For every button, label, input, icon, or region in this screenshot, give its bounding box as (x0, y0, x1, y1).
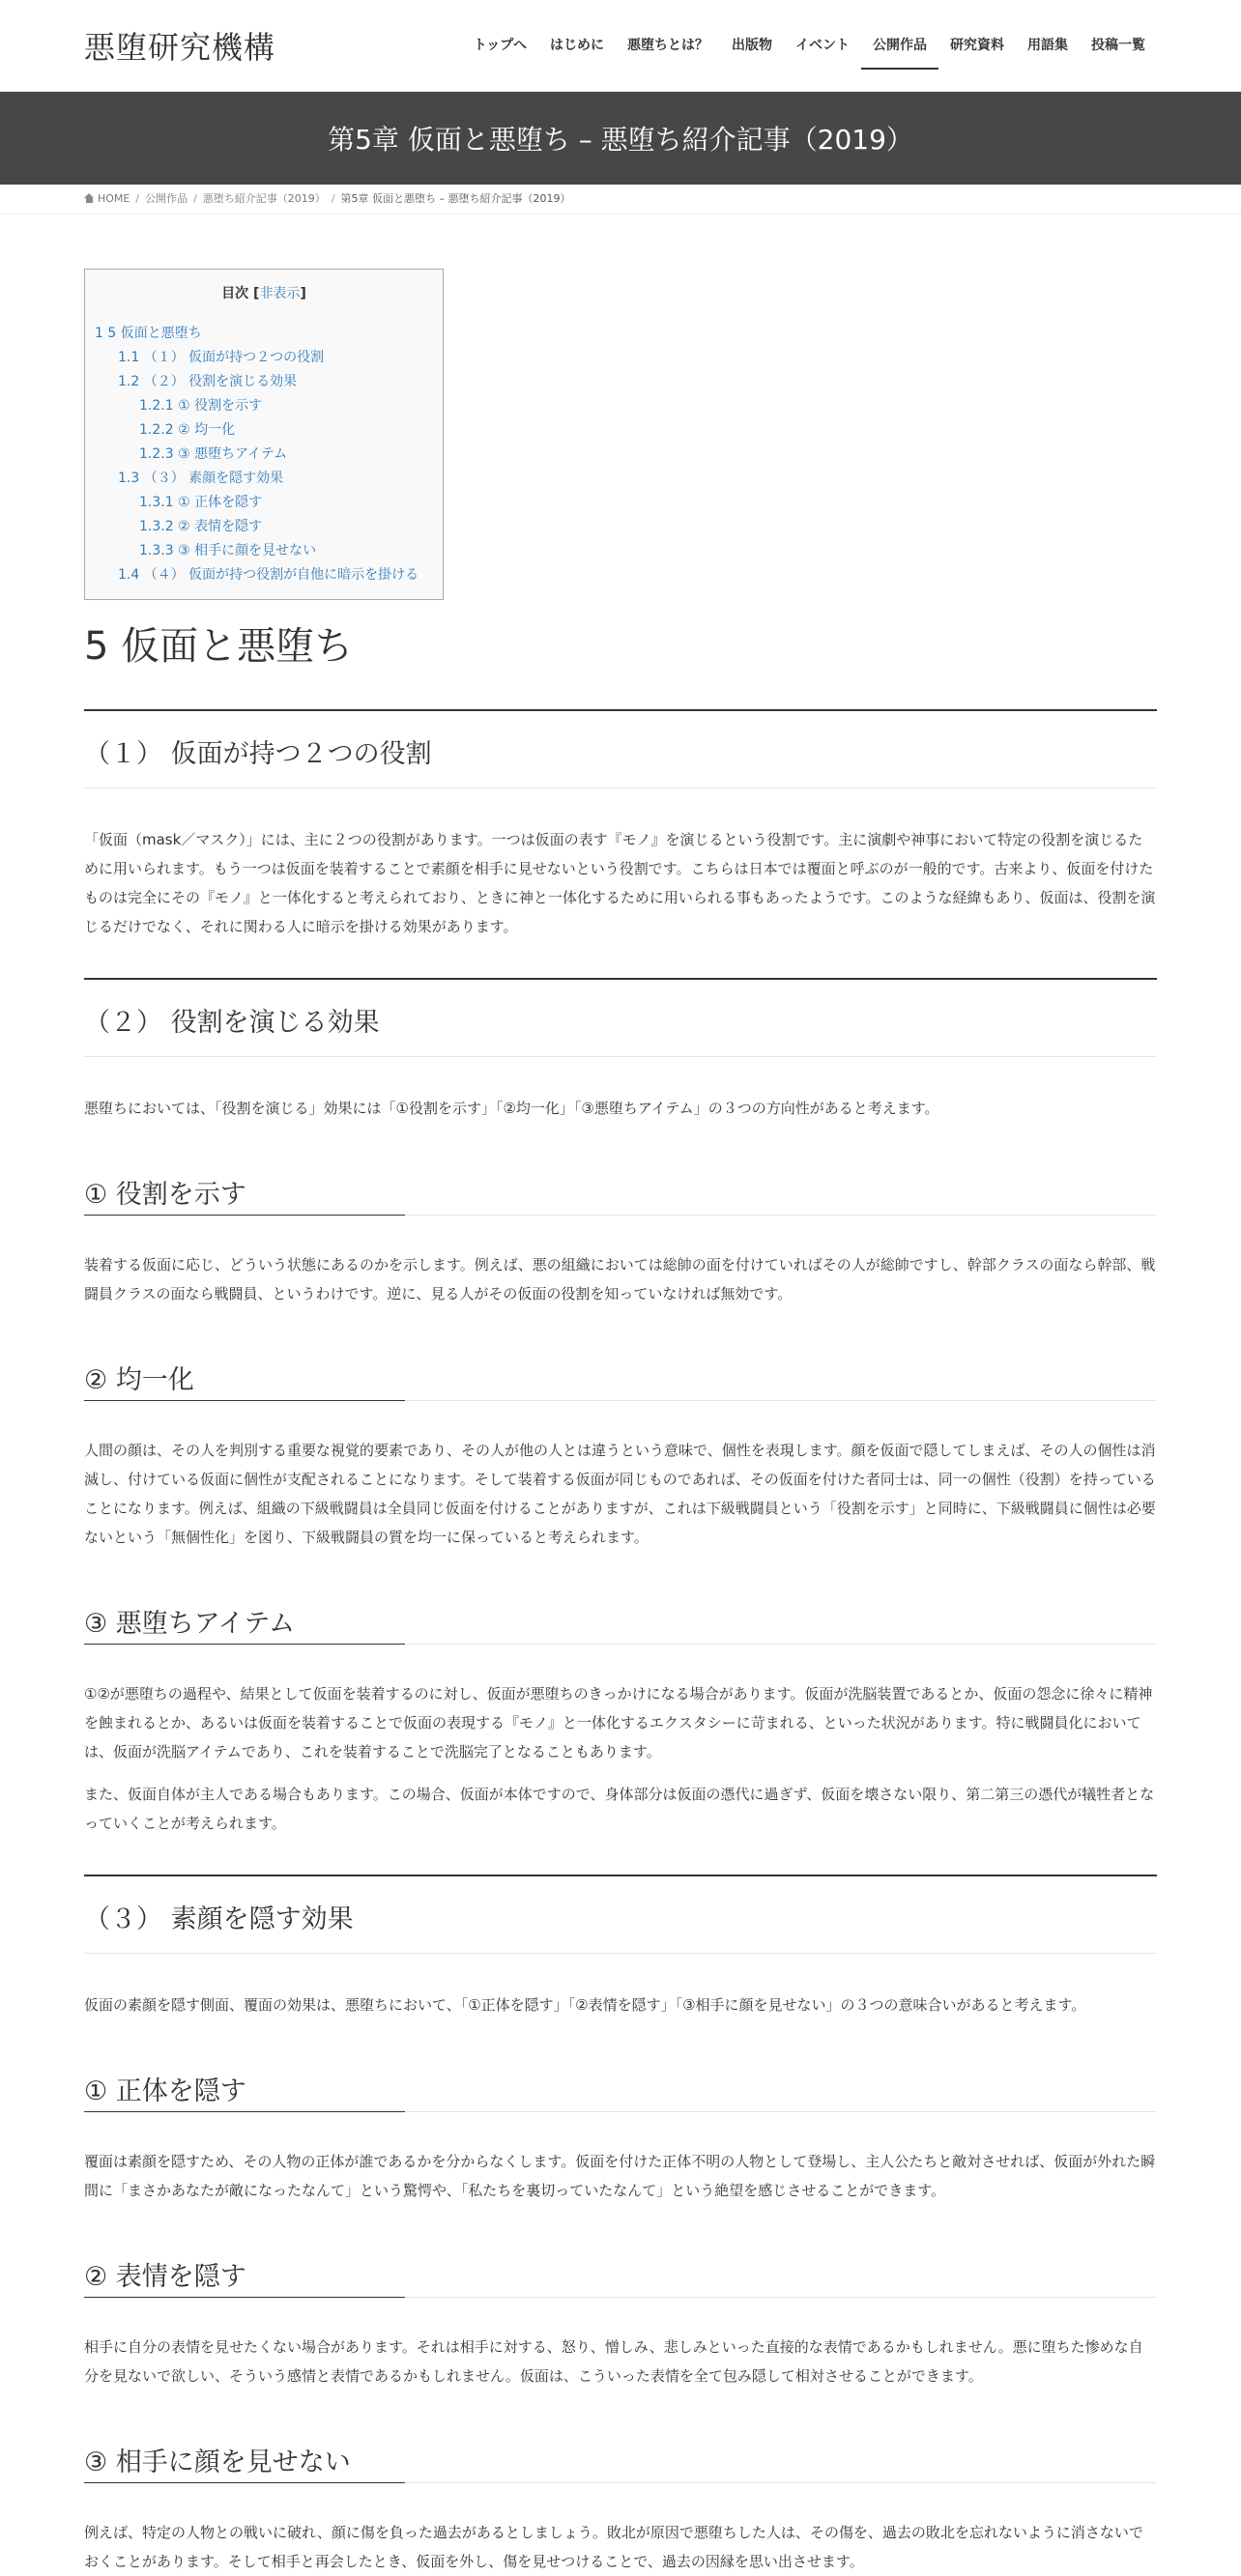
nav-item-events[interactable]: イベント (795, 38, 850, 53)
toc-title: 目次 [非表示] (221, 286, 306, 301)
toc-item[interactable]: 1.3 （３） 素顔を隠す効果 (118, 471, 284, 486)
nav-item-glossary[interactable]: 用語集 (1027, 38, 1068, 53)
subsection-heading-2-1: ① 役割を示す (84, 1173, 1157, 1216)
breadcrumb-current: 第5章 仮面と悪堕ち – 悪堕ち紹介記事（2019） (340, 192, 571, 205)
nav-item-about-akuochi[interactable]: 悪堕ちとは？ (627, 38, 708, 53)
page-header-band (0, 92, 1241, 185)
toc-item[interactable]: 1.2.1 ① 役割を示す (139, 398, 263, 414)
paragraph: 人間の顔は、その人を判別する重要な視覚的要素であり、その人が他の人とは違うという意味で、個性を表現します。顔を仮面で隠してしまえば、その人の個性は消滅し、付けている仮面に個性が支配されることになります。そして装着する仮面が同じものであれば、その仮面を付けた者同士は、同一の個性（役割）を持っていることになります。例えば、組織の下級戦闘員は全員同じ仮面を付けることがありますが、これは下級戦闘員という「役割を示す」と同時に、下級戦闘員に個性は必要ないという「無個性化」を図り、下級戦闘員の質を均一に保っていると考えられます。 (84, 1442, 1156, 1546)
paragraph: ①②が悪堕ちの過程や、結果として仮面を装着するのに対し、仮面が悪堕ちのきっかけになる場合があります。仮面が洗脳装置であるとか、仮面の怨念に徐々に精神を蝕まれるとか、あるいは仮面を装着することで仮面の表現する『モノ』と一体化するエクスタシーに苛まれる、といった状況があります。特に戦闘員化においては、仮面が洗脳アイテムであり、これを装着することで洗脳完了となることもあります。 (84, 1685, 1153, 1760)
subsection-heading-2-2: ② 均一化 (84, 1359, 1157, 1401)
nav-item-publications[interactable]: 出版物 (732, 38, 772, 53)
nav-item-research[interactable]: 研究資料 (950, 38, 1004, 53)
article-heading: 5 仮面と悪堕ち (84, 624, 354, 669)
paragraph: 相手に自分の表情を見せたくない場合があります。それは相手に対する、怒り、憎しみ、悲しみといった直接的な表情であるかもしれません。悪に堕ちた惨めな自分を見ないで欲しい、そういう感情と表情であるかもしれません。仮面は、こういった表情を全て包み隠して相対させることができます。 (84, 2338, 1143, 2385)
paragraph: また、仮面自体が主人である場合もあります。この場合、仮面が本体ですので、身体部分は仮面の憑代に過ぎず、仮面を壊さない限り、第二第三の憑代が犠牲者となっていくことが考えられます。 (84, 1786, 1155, 1832)
section-heading-2: （２） 役割を演じる効果 (84, 978, 1157, 1057)
main-content (84, 269, 1157, 2576)
toc-item[interactable]: 1.4 （４） 仮面が持つ役割が自他に暗示を掛ける (118, 567, 419, 583)
toc-item[interactable]: 1.3.1 ① 正体を隠す (139, 495, 263, 510)
home-icon (84, 193, 95, 203)
nav-item-published-works[interactable]: 公開作品 (861, 0, 938, 91)
site-header (0, 0, 1241, 92)
paragraph: 仮面の素顔を隠す側面、覆面の効果は、悪堕ちにおいて、「①正体を隠す」「②表情を隠す」「③相手に顔を見せない」の３つの意味合いがあると考えます。 (84, 1996, 1086, 2014)
global-nav (462, 0, 1157, 91)
paragraph: 「仮面（mask／マスク）」には、主に２つの役割があります。一つは仮面の表す『モノ』を演じるという役割です。主に演劇や神事において特定の役割を演じるために用いられます。もう一つは仮面を装着することで素顔を相手に見せないという役割です。こちらは日本では覆面と呼ぶのが一般的です。古来より、仮面を付けたものは完全にその『モノ』と一体化すると考えられており、ときに神と一体化するために用いられる事もあったようです。このような経緯もあり、仮面は、役割を演じるだけでなく、それに関わる人に暗示を掛ける効果があります。 (84, 831, 1156, 935)
breadcrumb-articles-2019[interactable]: 悪堕ち紹介記事（2019） (202, 192, 326, 205)
subsection-heading-3-3: ③ 相手に顔を見せない (84, 2441, 1157, 2483)
paragraph: 例えば、特定の人物との戦いに破れ、顔に傷を負った過去があるとしましょう。敗北が原因で悪堕ちした人は、その傷を、過去の敗北を忘れないように消さないでおくことがあります。そして相手と再会したとき、仮面を外し、傷を見せつけることで、過去の因縁を思い出させます。 (84, 2524, 1143, 2570)
nav-item-posts[interactable]: 投稿一覧 (1091, 38, 1145, 53)
toc-item[interactable]: 1.2.3 ③ 悪堕ちアイテム (139, 446, 288, 462)
breadcrumb: HOME / 公開作品 / 悪堕ち紹介記事（2019） / 第5章 仮面と悪堕ち – 悪堕ち紹介記事（2019） (0, 185, 1241, 215)
page-title: 第5章 仮面と悪堕ち – 悪堕ち紹介記事（2019） (328, 124, 913, 156)
toc-item[interactable]: 1.1 （１） 仮面が持つ２つの役割 (118, 350, 325, 365)
toc-item[interactable]: 1.2 （２） 役割を演じる効果 (118, 374, 298, 389)
paragraph: 装着する仮面に応じ、どういう状態にあるのかを示します。例えば、悪の組織においては総帥の面を付けていればその人が総帥ですし、幹部クラスの面なら幹部、戦闘員クラスの面なら戦闘員、というわけです。逆に、見る人がその仮面の役割を知っていなければ無効です。 (84, 1256, 1156, 1302)
breadcrumb-published-works[interactable]: 公開作品 (145, 192, 188, 205)
toc-toggle-link[interactable]: 非表示 (259, 286, 301, 301)
subsection-heading-2-3: ③ 悪堕ちアイテム (84, 1602, 1157, 1645)
paragraph: 悪堕ちにおいては、「役割を演じる」効果には「①役割を示す」「②均一化」「③悪堕ちアイテム」の３つの方向性があると考えます。 (84, 1100, 939, 1117)
toc-item[interactable]: 1.3.3 ③ 相手に顔を見せない (139, 543, 317, 558)
toc-item[interactable]: 1.3.2 ② 表情を隠す (139, 519, 263, 534)
paragraph: 覆面は素顔を隠すため、その人物の正体が誰であるかを分からなくします。仮面を付けた正体不明の人物として登場し、主人公たちと敵対させれば、仮面が外れた瞬間に「まさかあなたが敵になったなんて」という驚愕や、「私たちを裏切っていたなんて」という絶望を感じさせることができます。 (84, 2153, 1156, 2199)
subsection-heading-3-1: ① 正体を隠す (84, 2070, 1157, 2112)
section-heading-3: （３） 素顔を隠す効果 (84, 1875, 1157, 1954)
toc-item[interactable]: 1.2.2 ② 均一化 (139, 422, 236, 438)
section-heading-1: （１） 仮面が持つ２つの役割 (84, 709, 1157, 788)
subsection-heading-3-2: ② 表情を隠す (84, 2255, 1157, 2298)
toc-item[interactable]: 1 5 仮面と悪堕ち (95, 326, 202, 341)
site-title[interactable]: 悪堕研究機構 (84, 29, 276, 66)
table-of-contents (84, 269, 444, 600)
breadcrumb-home[interactable]: HOME (98, 192, 130, 205)
nav-item-top[interactable]: トップへ (473, 38, 527, 53)
nav-item-intro[interactable]: はじめに (550, 38, 604, 53)
